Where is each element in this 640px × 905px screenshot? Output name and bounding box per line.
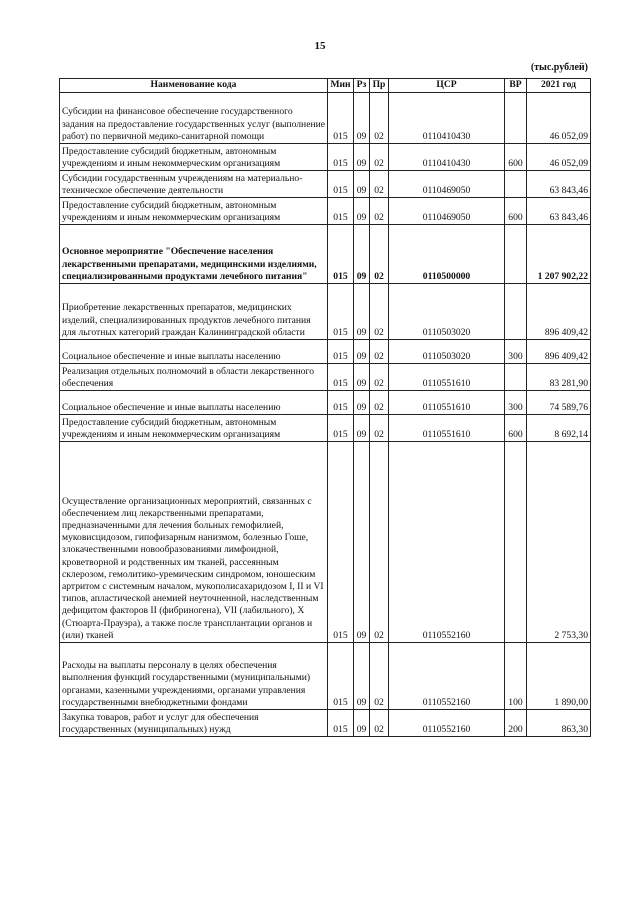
row-name: Расходы на выплаты персоналу в целях обеспечения выполнения функций государственными (муниципальными) органами, казенными учреждениями, органами управления государственными внебюджетными фондами	[60, 643, 328, 710]
row-csr: 0110552160	[389, 643, 505, 710]
row-csr: 0110469050	[389, 171, 505, 198]
table-row	[60, 710, 591, 737]
row-pr: 02	[370, 710, 389, 737]
budget-table	[59, 78, 591, 737]
row-amount: 1 890,00	[527, 643, 591, 710]
row-vr	[505, 225, 527, 284]
row-vr: 100	[505, 643, 527, 710]
row-vr: 600	[505, 144, 527, 171]
row-vr: 600	[505, 415, 527, 442]
row-rz: 09	[354, 340, 370, 364]
row-name: Основное мероприятие "Обеспечение населения лекарственными препаратами, медицинскими изделиями, специализированными продуктами лечебного питания"	[60, 225, 328, 284]
row-min: 015	[328, 415, 354, 442]
row-rz: 09	[354, 710, 370, 737]
row-pr: 02	[370, 225, 389, 284]
header-vr: ВР	[505, 79, 527, 93]
row-csr: 0110410430	[389, 144, 505, 171]
row-amount: 863,30	[527, 710, 591, 737]
table-row	[60, 284, 591, 340]
table-row	[60, 93, 591, 144]
table-row	[60, 643, 591, 710]
row-vr: 300	[505, 340, 527, 364]
row-rz: 09	[354, 643, 370, 710]
row-pr: 02	[370, 391, 389, 415]
row-vr: 200	[505, 710, 527, 737]
table-header-row	[60, 79, 591, 93]
table-row	[60, 198, 591, 225]
table-row	[60, 364, 591, 391]
row-pr: 02	[370, 144, 389, 171]
row-min: 015	[328, 710, 354, 737]
row-rz: 09	[354, 171, 370, 198]
row-vr	[505, 364, 527, 391]
row-pr: 02	[370, 198, 389, 225]
header-pr: Пр	[370, 79, 389, 93]
row-amount: 63 843,46	[527, 171, 591, 198]
row-csr: 0110551610	[389, 364, 505, 391]
row-pr: 02	[370, 364, 389, 391]
row-vr	[505, 284, 527, 340]
row-vr	[505, 93, 527, 144]
row-amount: 46 052,09	[527, 144, 591, 171]
row-csr: 0110410430	[389, 93, 505, 144]
row-name: Предоставление субсидий бюджетным, автономным учреждениям и иным некоммерческим организациям	[60, 415, 328, 442]
row-name: Предоставление субсидий бюджетным, автономным учреждениям и иным некоммерческим организациям	[60, 144, 328, 171]
row-min: 015	[328, 442, 354, 643]
row-name: Осуществление организационных мероприятий, связанных с обеспечением лиц лекарственными препаратами, предназначенными для лечения больных гемофилией, муковисцидозом, гипофизарным нанизмом, болезнью Гоше, злокачественными новообразованиями лимфоидной, кроветворной и родственных им тканей, рассеянным склерозом, гемолитико-уремическим синдромом, юношеским артритом с системным началом, мукополисахаридозом I, II и VI типов, апластической анемией неуточненной, наследственным дефицитом факторов II (фибриногена), VII (лабильного), X (Стюарта-Прауэра), а также после трансплантации органов и (или) тканей	[60, 442, 328, 643]
row-amount: 83 281,90	[527, 364, 591, 391]
row-csr: 0110551610	[389, 415, 505, 442]
table-row	[60, 144, 591, 171]
row-name: Субсидии на финансовое обеспечение государственного задания на предоставление государственных услуг (выполнение работ) по первичной медико-санитарной помощи	[60, 93, 328, 144]
row-csr: 0110552160	[389, 442, 505, 643]
row-amount: 63 843,46	[527, 198, 591, 225]
table-row	[60, 340, 591, 364]
row-rz: 09	[354, 415, 370, 442]
row-name: Социальное обеспечение и иные выплаты населению	[60, 340, 328, 364]
row-name: Приобретение лекарственных препаратов, медицинских изделий, специализированных продуктов лечебного питания для льготных категорий граждан Калининградской области	[60, 284, 328, 340]
row-min: 015	[328, 364, 354, 391]
row-pr: 02	[370, 284, 389, 340]
header-csr: ЦСР	[389, 79, 505, 93]
row-min: 015	[328, 144, 354, 171]
row-min: 015	[328, 284, 354, 340]
row-csr: 0110503020	[389, 284, 505, 340]
row-vr: 300	[505, 391, 527, 415]
row-min: 015	[328, 225, 354, 284]
header-name: Наименование кода	[60, 79, 328, 93]
row-vr	[505, 171, 527, 198]
header-rz: Рз	[354, 79, 370, 93]
table-row	[60, 415, 591, 442]
row-amount: 896 409,42	[527, 340, 591, 364]
row-min: 015	[328, 643, 354, 710]
row-amount: 1 207 902,22	[527, 225, 591, 284]
row-pr: 02	[370, 643, 389, 710]
table-row	[60, 171, 591, 198]
table-row	[60, 391, 591, 415]
row-csr: 0110500000	[389, 225, 505, 284]
row-min: 015	[328, 340, 354, 364]
header-year: 2021 год	[527, 79, 591, 93]
row-amount: 2 753,30	[527, 442, 591, 643]
row-amount: 8 692,14	[527, 415, 591, 442]
row-rz: 09	[354, 364, 370, 391]
row-rz: 09	[354, 93, 370, 144]
row-rz: 09	[354, 442, 370, 643]
table-row	[60, 225, 591, 284]
row-rz: 09	[354, 144, 370, 171]
table-row	[60, 442, 591, 643]
row-rz: 09	[354, 284, 370, 340]
row-name: Социальное обеспечение и иные выплаты населению	[60, 391, 328, 415]
row-pr: 02	[370, 442, 389, 643]
row-rz: 09	[354, 391, 370, 415]
units-label: (тыс.рублей)	[530, 62, 588, 73]
row-csr: 0110469050	[389, 198, 505, 225]
row-min: 015	[328, 198, 354, 225]
row-csr: 0110552160	[389, 710, 505, 737]
header-min: Мин	[328, 79, 354, 93]
row-pr: 02	[370, 340, 389, 364]
row-name: Субсидии государственным учреждениям на материально-техническое обеспечение деятельности	[60, 171, 328, 198]
row-rz: 09	[354, 225, 370, 284]
row-min: 015	[328, 171, 354, 198]
row-pr: 02	[370, 415, 389, 442]
row-rz: 09	[354, 198, 370, 225]
row-vr: 600	[505, 198, 527, 225]
row-name: Закупка товаров, работ и услуг для обеспечения государственных (муниципальных) нужд	[60, 710, 328, 737]
row-csr: 0110551610	[389, 391, 505, 415]
row-pr: 02	[370, 93, 389, 144]
row-min: 015	[328, 391, 354, 415]
row-name: Реализация отдельных полномочий в области лекарственного обеспечения	[60, 364, 328, 391]
row-amount: 74 589,76	[527, 391, 591, 415]
row-amount: 896 409,42	[527, 284, 591, 340]
row-pr: 02	[370, 171, 389, 198]
row-min: 015	[328, 93, 354, 144]
row-csr: 0110503020	[389, 340, 505, 364]
row-vr	[505, 442, 527, 643]
row-amount: 46 052,09	[527, 93, 591, 144]
page-number: 15	[314, 40, 326, 52]
row-name: Предоставление субсидий бюджетным, автономным учреждениям и иным некоммерческим организациям	[60, 198, 328, 225]
